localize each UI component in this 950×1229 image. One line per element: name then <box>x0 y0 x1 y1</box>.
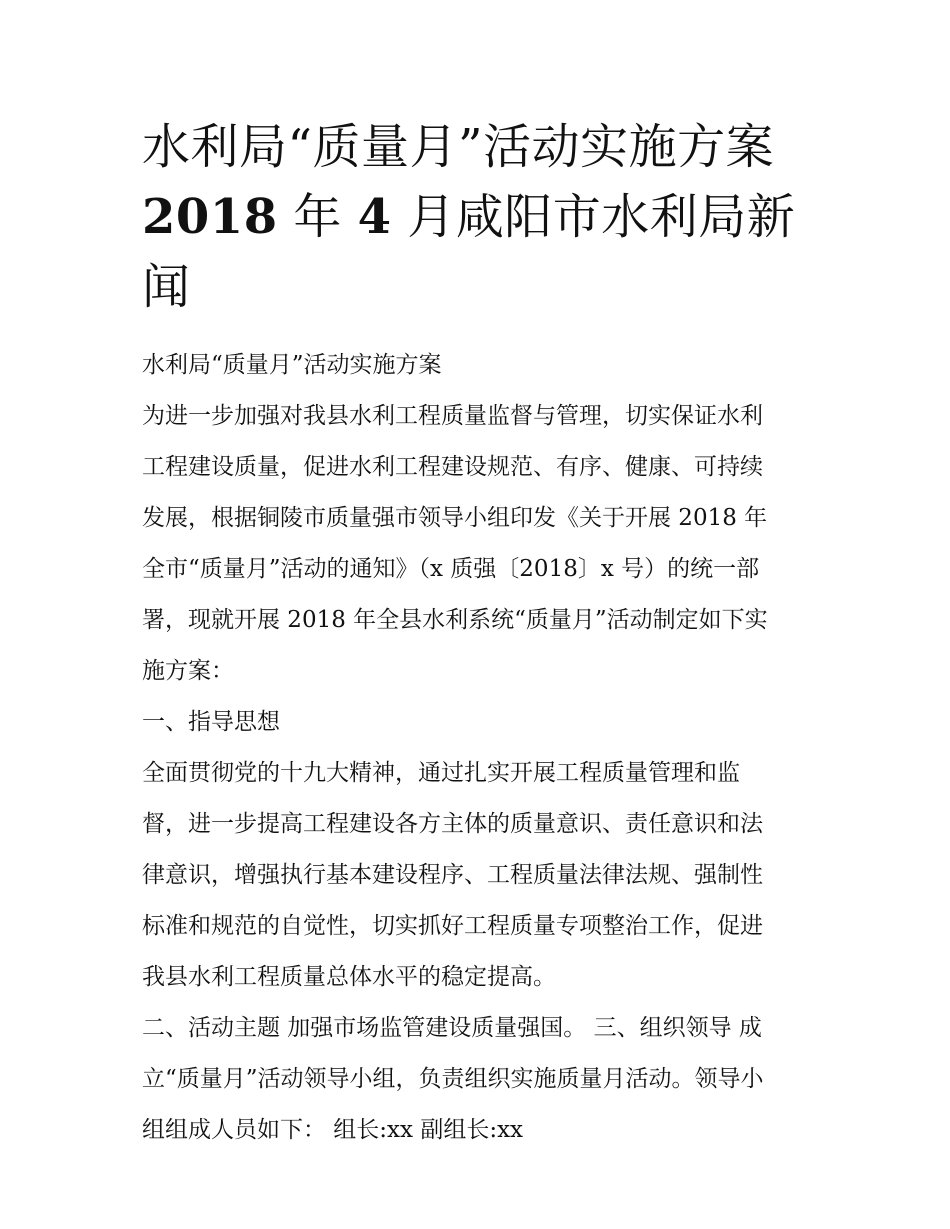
body-line: 立“质量月”活动领导小组，负责组织实施质量月活动。领导小 <box>142 1066 764 1092</box>
body-line: 督，进一步提高工程建设各方主体的质量意识、责任意识和法 <box>142 811 763 837</box>
title-text-month-suffix: 月咸阳市水利局新闻 <box>142 189 796 315</box>
title-month: 4 <box>357 189 392 245</box>
title-line-1: 水利局“质量月”活动实施方案 <box>142 119 775 175</box>
subtitle-line: 水利局“质量月”活动实施方案 <box>142 352 442 378</box>
body-line: 律意识，增强执行基本建设程序、工程质量法律法规、强制性 <box>142 862 763 888</box>
body-line: 为进一步加强对我县水利工程质量监督与管理，切实保证水利 <box>142 403 763 429</box>
body-line: 我县水利工程质量总体水平的稳定提高。 <box>142 964 556 990</box>
body-line: 署，现就开展 2018 年全县水利系统“质量月”活动制定如下实 <box>142 607 768 633</box>
body-line: 施方案： <box>142 658 234 684</box>
title-text-year-suffix: 年 <box>277 189 358 245</box>
body-line: 发展，根据铜陵市质量强市领导小组印发《关于开展 2018 年 <box>142 505 768 531</box>
body-line: 工程建设质量，促进水利工程建设规范、有序、健康、可持续 <box>142 454 763 480</box>
body-line: 全面贯彻党的十九大精神，通过扎实开展工程质量管理和监 <box>142 760 740 786</box>
section-heading-guiding-thought: 一、指导思想 <box>142 709 280 735</box>
document-title <box>142 112 822 322</box>
body-line: 标准和规范的自觉性，切实抓好工程质量专项整治工作，促进 <box>142 913 763 939</box>
section-heading-activity-theme: 二、活动主题 加强市场监管建设质量强国。 三、组织领导 成 <box>142 1015 762 1041</box>
document-page <box>142 112 822 1156</box>
body-line: 全市“质量月”活动的通知》（x 质强〔2018〕x 号）的统一部 <box>142 556 760 582</box>
title-year: 2018 <box>142 189 278 245</box>
body-line: 组组成人员如下： 组长:xx 副组长:xx <box>142 1117 524 1143</box>
